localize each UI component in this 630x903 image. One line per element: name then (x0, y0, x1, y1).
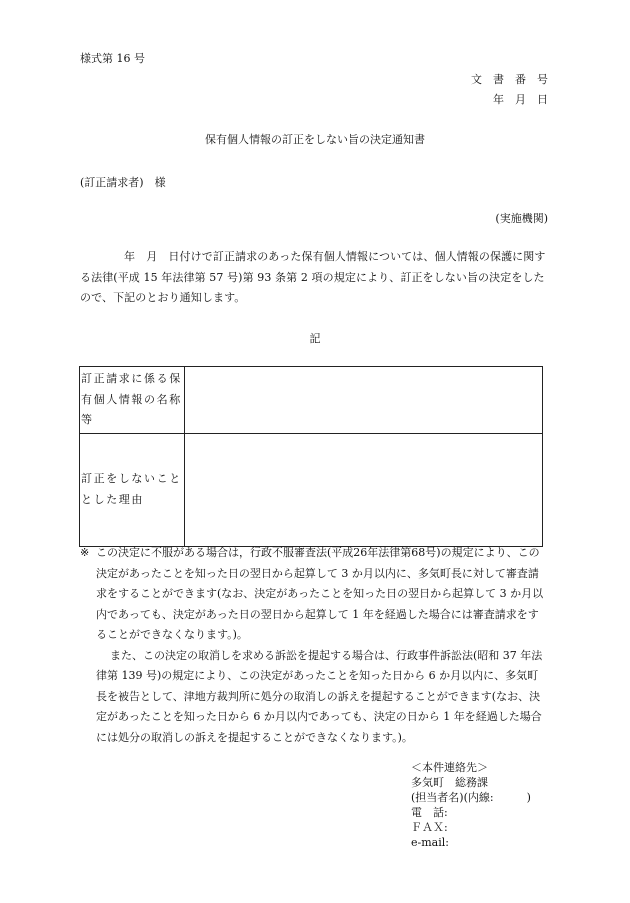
row-label-info-name: 訂正請求に係る保有個人情報の名称等 (80, 367, 185, 434)
row-value-reason (185, 433, 543, 546)
document-date: 年 月 日 (493, 93, 548, 106)
form-number: 様式第 16 号 (80, 52, 145, 65)
table-row (80, 433, 543, 546)
contact-department: 多気町 総務課 (411, 776, 488, 789)
notice-body: 年 月 日付けで訂正請求のあった保有個人情報については、個人情報の保護に関する法律(平成 15 年法律第 57 号)第 93 条第 2 項の規定により、訂正をしない旨の決定をしたので、下記のとおり通知します。 (80, 250, 546, 304)
lawsuit-note: また、この決定の取消しを求める訴訟を提起する場合は、行政事件訴訟法(昭和 37 年法律第 139 号)の規定により、この決定があったことを知った日から 6 か月以内に、多気町長を被告として、津地方裁判所に処分の取消しの訴えを提起することができます(なお、決定があったことを知った日から 6 か月以内であっても、決定の日から 1 年を経過した場合には処分の取消しの訴えを提起することができなくなります。)。 (96, 648, 543, 744)
note-mark: ※ (80, 546, 90, 559)
notes-section (80, 543, 546, 748)
document-number: 文 書 番 号 (471, 73, 548, 86)
appeal-note-text: この決定に不服がある場合は，行政不服審査法(平成26年法律第68号)の規定により、この決定があったことを知った日の翌日から起算して 3 か月以内に、多気町長に対して審査請求をすることができます(なお、決定があったことを知った日の翌日から起算して 3 か月以内であっても、決定があった日の翌日から起算して 1 年を経過した場合には審査請求をすることができなくなります。)。 (96, 546, 544, 641)
ki-heading: 記 (309, 332, 321, 345)
page-title: 保有個人情報の訂正をしない旨の決定通知書 (205, 133, 425, 146)
contact-block (411, 760, 531, 850)
appeal-note (80, 543, 546, 646)
implementing-agency: (実施機関) (495, 212, 548, 225)
contact-heading: ＜本件連絡先＞ (411, 761, 488, 774)
row-label-reason: 訂正をしないこととした理由 (80, 433, 185, 546)
document-meta (471, 70, 548, 110)
contact-telephone: 電 話: (411, 806, 448, 819)
table-row (80, 367, 543, 434)
contact-fax: ＦＡＸ: (411, 821, 448, 834)
row-value-info-name (185, 367, 543, 434)
contact-person: (担当者名)(内線: ) (411, 791, 531, 804)
contact-email: e-mail: (411, 836, 449, 849)
decision-table (79, 366, 543, 547)
requester-name: (訂正請求者) 様 (80, 176, 166, 189)
